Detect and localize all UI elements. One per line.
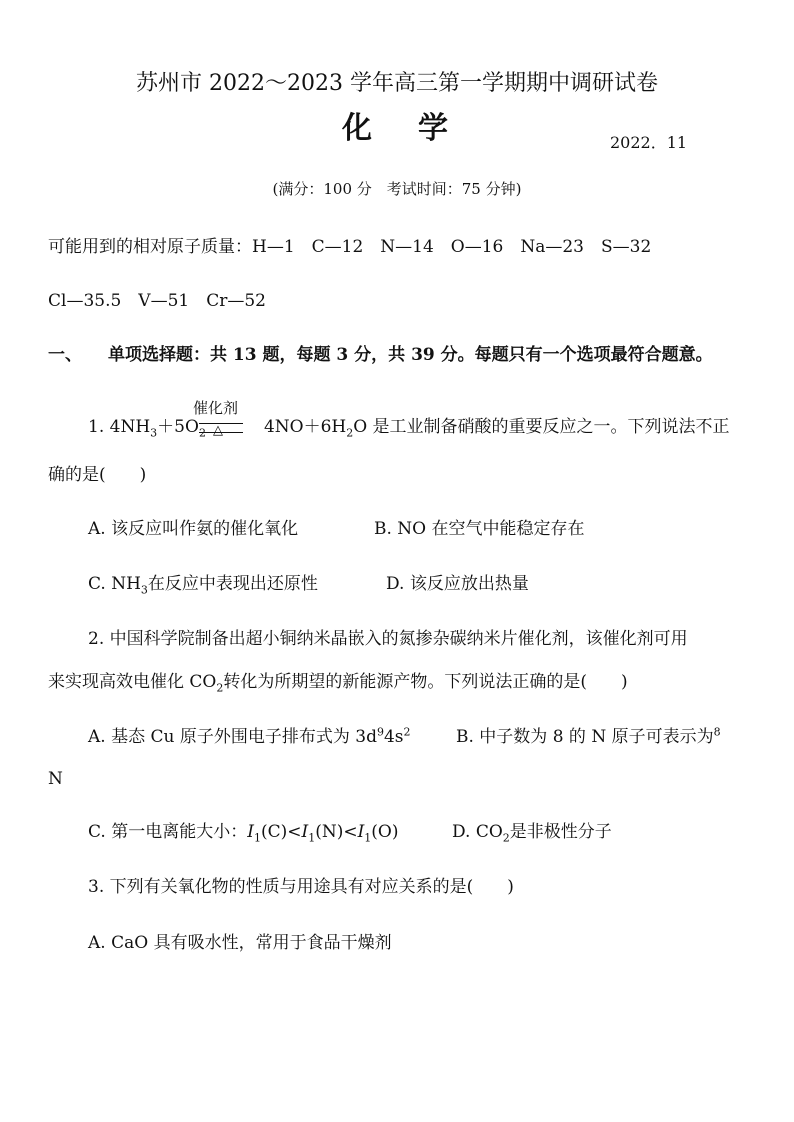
atomic-masses-prefix: 可能用到的相对原子质量： — [48, 237, 252, 257]
atomic-masses-line2: Cl—35.5 V—51 Cr—52 — [48, 291, 266, 311]
section-label: 一、 — [48, 345, 82, 365]
question-2-stem: 2. 中国科学院制备出超小铜纳米晶嵌入的氮掺杂碳纳米片催化剂，该催化剂可用 — [88, 629, 688, 649]
question-3-option-a: A. CaO 具有吸水性，常用于食品干燥剂 — [88, 933, 392, 953]
question-1-option-a: A. 该反应叫作氨的催化氧化 — [88, 519, 299, 539]
question-2-option-a: A. 基态 Cu 原子外围电子排布式为 $3d^94s^2$ — [88, 725, 411, 747]
question-1-number: 1. — [88, 417, 105, 437]
section-heading — [48, 344, 713, 366]
question-1-option-b: B. NO 在空气中能稳定存在 — [374, 519, 585, 539]
question-1-option-c: C. $NH_3$在反应中表现出还原性 — [88, 574, 318, 597]
exam-date: 2022．11 — [610, 133, 688, 152]
atomic-masses-line1 — [48, 236, 651, 258]
question-2-option-b-cont: N — [48, 769, 63, 789]
question-1-option-d: D. 该反应放出热量 — [386, 574, 529, 594]
question-1-stem: 1. $4NH_3+5O_2$ $4NO+6H_2O$ 是工业制备硝酸的重要反应之一。下列说法不正 — [88, 417, 730, 440]
question-2-option-b: B. 中子数为 8 的 N 原子可表示为$^8$ — [456, 725, 721, 747]
heat-delta-symbol: △ — [213, 423, 223, 438]
mass-number: 8 — [713, 725, 721, 739]
exam-title: 苏州市 2022～2023 学年高三第一学期期中调研试卷 — [136, 71, 658, 96]
question-2-option-d: D. $CO_2$是非极性分子 — [452, 822, 612, 845]
atomic-masses-values-1: H—1 C—12 N—14 O—16 Na—23 S—32 — [252, 237, 652, 257]
question-2-option-c: C. 第一电离能大小：$I_1(C)<I_1(N)<I_1(O)$ — [88, 822, 399, 845]
section-instructions: 单项选择题：共 13 题，每题 3 分，共 39 分。每题只有一个选项最符合题意。 — [108, 345, 713, 365]
question-2-stem-cont: 来实现高效电催化 $CO_2$转化为所期望的新能源产物。下列说法正确的是( ) — [48, 672, 628, 695]
question-1-stem-cont: 确的是( ) — [48, 465, 147, 485]
catalyst-label: 催化剂 — [193, 399, 239, 417]
question-3-stem: 3. 下列有关氧化物的性质与用途具有对应关系的是( ) — [88, 877, 514, 897]
score-info: (满分：100 分 考试时间：75 分钟) — [272, 180, 522, 198]
subject-title: 化学 — [342, 111, 494, 146]
